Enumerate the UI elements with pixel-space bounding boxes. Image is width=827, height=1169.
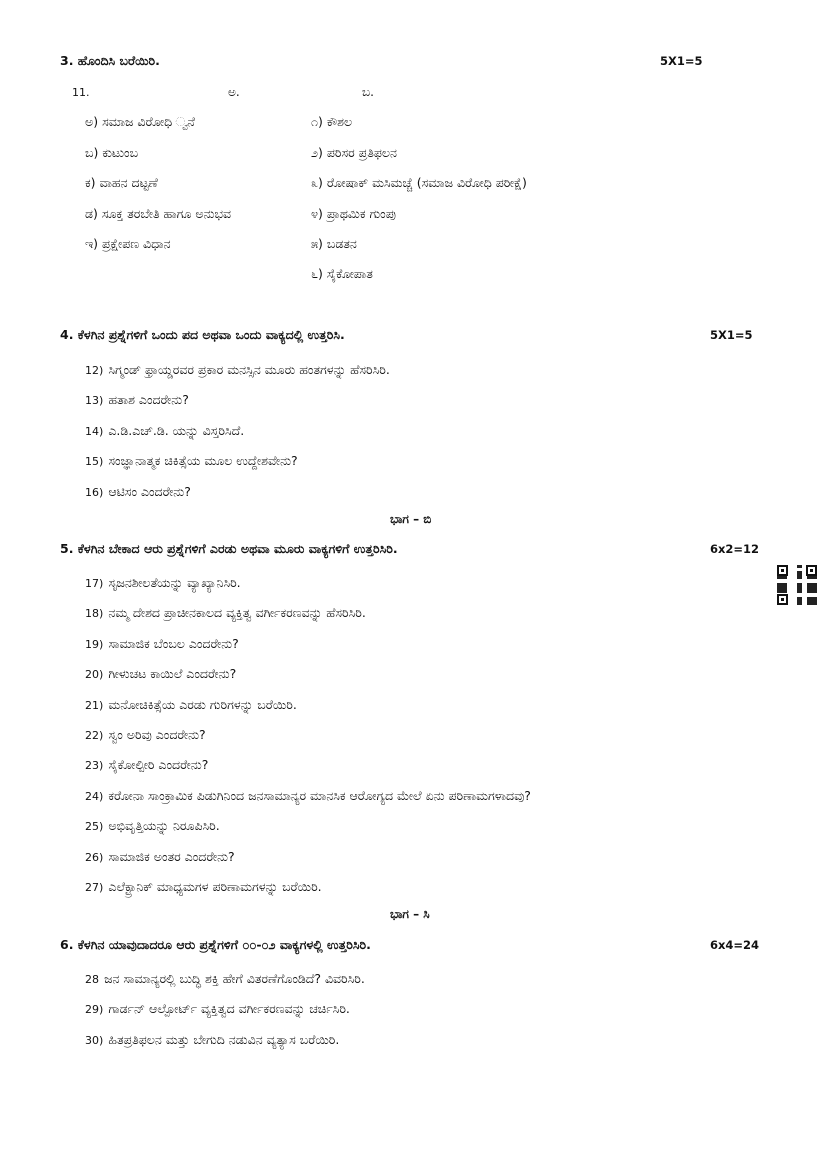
question-text: ಹಿತಪ್ರತಿಫಲನ ಮತ್ತು ಬೇಗುದಿ ನಡುವಿನ ವ್ಯತ್ಯಾಸ ಬರೆಯಿರಿ. <box>108 1032 340 1047</box>
match-right-item: ೨) ಪರಿಸರ ಪ್ರತಿಫಲನ <box>311 145 397 160</box>
question-text: ಜನ ಸಾಮಾನ್ಯರಲ್ಲಿ ಬುದ್ಧಿ ಶಕ್ತಿ ಹೇಗೆ ವಿತರಣೆಗೊಂಡಿದೆ? ವಿವರಿಸಿರಿ. <box>104 971 365 986</box>
question-text: ಎ.ಡಿ.ಎಚ್.ಡಿ. ಯನ್ನು ವಿಸ್ತರಿಸಿದೆ. <box>108 423 245 438</box>
column-a-header: ಅ. <box>228 85 240 99</box>
question-text: ಗಾರ್ಡನ್ ಆಲ್ಪೋರ್ಟ್ ವ್ಯಕ್ತಿತ್ವದ ವರ್ಗೀಕರಣವನ್ನು ಚರ್ಚಿಸಿರಿ. <box>108 1001 350 1016</box>
question-number: 21) <box>85 699 104 712</box>
section-4-marks: 5X1=5 <box>710 328 753 342</box>
section-6-title: 6. ಕೆಳಗಿನ ಯಾವುದಾದರೂ ಆರು ಪ್ರಶ್ನೆಗಳಿಗೆ ೦೦-೦೨ ವಾಕ್ಯಗಳಲ್ಲಿ ಉತ್ತರಿಸಿರಿ. <box>60 937 371 952</box>
question-number: 23) <box>85 759 104 772</box>
part-b-heading: ಭಾಗ – ಬಿ <box>390 512 432 526</box>
section-4-title: 4. ಕೆಳಗಿನ ಪ್ರಶ್ನೆಗಳಿಗೆ ಒಂದು ಪದ ಅಥವಾ ಒಂದು ವಾಕ್ಯದಲ್ಲಿ ಉತ್ತರಿಸಿ. <box>60 327 345 342</box>
question-text: ಕರೋನಾ ಸಾಂಕ್ರಾಮಿಕ ಪಿಡುಗಿನಿಂದ ಜನಸಾಮಾನ್ಯರ ಮಾನಸಿಕ ಆರೋಗ್ಯದ ಮೇಲೆ ಏನು ಪರಿಣಾಮಗಳಾದವು? <box>108 788 531 803</box>
question-item <box>85 694 297 713</box>
question-item <box>85 389 189 408</box>
match-right-item: ೪) ಪ್ರಾಥಮಿಕ ಗುಂಪು <box>311 206 396 221</box>
match-left-item: ಕ) ವಾಹನ ದಟ್ಟಣೆ <box>85 175 158 190</box>
question-number: 18) <box>85 607 104 620</box>
match-left-item: ಅ) ಸಮಾಜ ವಿರೋಧಿ ್ವನೆ <box>85 114 195 129</box>
question-number: 20) <box>85 668 104 681</box>
question-text: ಅಭಿವೃತ್ತಿಯನ್ನು ನಿರೂಪಿಸಿರಿ. <box>108 818 220 833</box>
part-c-heading: ಭಾಗ – ಸಿ <box>390 907 430 921</box>
question-item <box>85 481 191 500</box>
match-right-item: ೬) ಸೈಕೋಪಾತ <box>311 266 373 281</box>
question-text: ಗೀಳುಚಟ ಕಾಯಿಲೆ ಎಂದರೇನು? <box>108 666 237 681</box>
match-left-item: ಬ) ಕುಟುಂಬ <box>85 145 139 160</box>
question-number: 12) <box>85 364 104 377</box>
question-item <box>85 572 241 591</box>
question-number: 30) <box>85 1034 104 1047</box>
match-left-item: ಇ) ಪ್ರಕ್ಷೇಪಣ ವಿಧಾನ <box>85 236 171 251</box>
question-item <box>85 968 365 987</box>
section-5-title: 5. ಕೆಳಗಿನ ಬೇಕಾದ ಆರು ಪ್ರಶ್ನೆಗಳಿಗೆ ಎರಡು ಅಥವಾ ಮೂರು ವಾಕ್ಯಗಳಿಗೆ ಉತ್ತರಿಸಿರಿ. <box>60 541 398 556</box>
question-text: ಸಾಮಾಜಿಕ ಬೆಂಬಲ ಎಂದರೇನು? <box>108 636 239 651</box>
question-number: 11. <box>72 86 90 99</box>
match-left-item: ಡ) ಸೂಕ್ತ ತರಬೇತಿ ಹಾಗೂ ಅನುಭವ <box>85 206 232 221</box>
question-text: ಸಂಜ್ಞಾನಾತ್ಮಕ ಚಿಕಿತ್ಸೆಯ ಮೂಲ ಉದ್ದೇಶವೇನು? <box>108 453 298 468</box>
match-right-item: ೫) ಬಡತನ <box>311 236 357 251</box>
question-number: 14) <box>85 425 104 438</box>
question-text: ಆಟಿಸಂ ಎಂದರೇನು? <box>108 484 191 499</box>
column-b-header: ಬ. <box>362 85 374 99</box>
question-item <box>85 450 298 469</box>
question-text: ಮನೋಚಿಕಿತ್ಸೆಯ ಎರಡು ಗುರಿಗಳನ್ನು ಬರೆಯಿರಿ. <box>108 697 297 712</box>
question-number: 17) <box>85 577 104 590</box>
question-item <box>85 663 236 682</box>
question-item <box>85 785 531 804</box>
question-number: 24) <box>85 790 104 803</box>
qr-code <box>777 565 817 605</box>
question-number: 25) <box>85 820 104 833</box>
section-6-marks: 6x4=24 <box>710 938 760 952</box>
question-number: 19) <box>85 638 104 651</box>
question-number: 29) <box>85 1003 104 1016</box>
question-number: 13) <box>85 394 104 407</box>
question-item <box>85 998 350 1017</box>
question-item <box>85 846 235 865</box>
question-text: ಸ್ವಂ ಅರಿವು ಎಂದರೇನು? <box>108 727 206 742</box>
question-text: ಸೃಜನಶೀಲತೆಯನ್ನು ವ್ಯಾಖ್ಯಾನಿಸಿರಿ. <box>108 575 241 590</box>
question-number: 22) <box>85 729 104 742</box>
question-item <box>85 724 206 743</box>
question-number: 28 <box>85 973 99 986</box>
question-text: ಹತಾಶ ಎಂದರೇನು? <box>108 392 189 407</box>
question-item <box>85 815 220 834</box>
question-text: ನಮ್ಮ ದೇಶದ ಪ್ರಾಚೀನಕಾಲದ ವ್ಯಕ್ತಿತ್ವ ವರ್ಗೀಕರಣವನ್ನು ಹೆಸರಿಸಿರಿ. <box>108 605 366 620</box>
question-number: 27) <box>85 881 104 894</box>
question-item <box>85 633 239 652</box>
question-number: 26) <box>85 851 104 864</box>
match-right-item: ೩) ರೋಷಾಕ್ ಮಸಿಮಚ್ಚೆ (ಸಮಾಜ ವಿರೋಧಿ ಪರೀಕ್ಷೆ) <box>311 175 527 190</box>
question-number: 15) <box>85 455 104 468</box>
question-text: ಸಿಗ್ಮಂಡ್ ಫ್ರಾಯ್ಡರವರ ಪ್ರಕಾರ ಮನಸ್ಸಿನ ಮೂರು ಹಂತಗಳನ್ನು ಹೆಸರಿಸಿರಿ. <box>108 362 390 377</box>
section-3-marks: 5X1=5 <box>660 54 703 68</box>
question-text: ಸಾಮಾಜಿಕ ಅಂತರ ಎಂದರೇನು? <box>108 849 235 864</box>
section-3-title: 3. ಹೊಂದಿಸಿ ಬರೆಯಿರಿ. <box>60 53 160 68</box>
question-item <box>85 1029 339 1048</box>
question-text: ಎಲೆಕ್ಟ್ರಾನಿಕ್ ಮಾಧ್ಯಮಗಳ ಪರಿಣಾಮಗಳನ್ನು ಬರೆಯಿರಿ. <box>108 879 322 894</box>
question-text: ಸೈಕೋಲ್ಪೀರಿ ಎಂದರೇನು? <box>108 757 209 772</box>
question-item <box>85 754 208 773</box>
question-number: 16) <box>85 486 104 499</box>
section-5-marks: 6x2=12 <box>710 542 760 556</box>
question-item <box>85 420 244 439</box>
question-item <box>85 876 322 895</box>
question-item <box>85 359 390 378</box>
match-right-item: ೧) ಕೌಶಲ <box>311 114 353 129</box>
question-item <box>85 602 366 621</box>
